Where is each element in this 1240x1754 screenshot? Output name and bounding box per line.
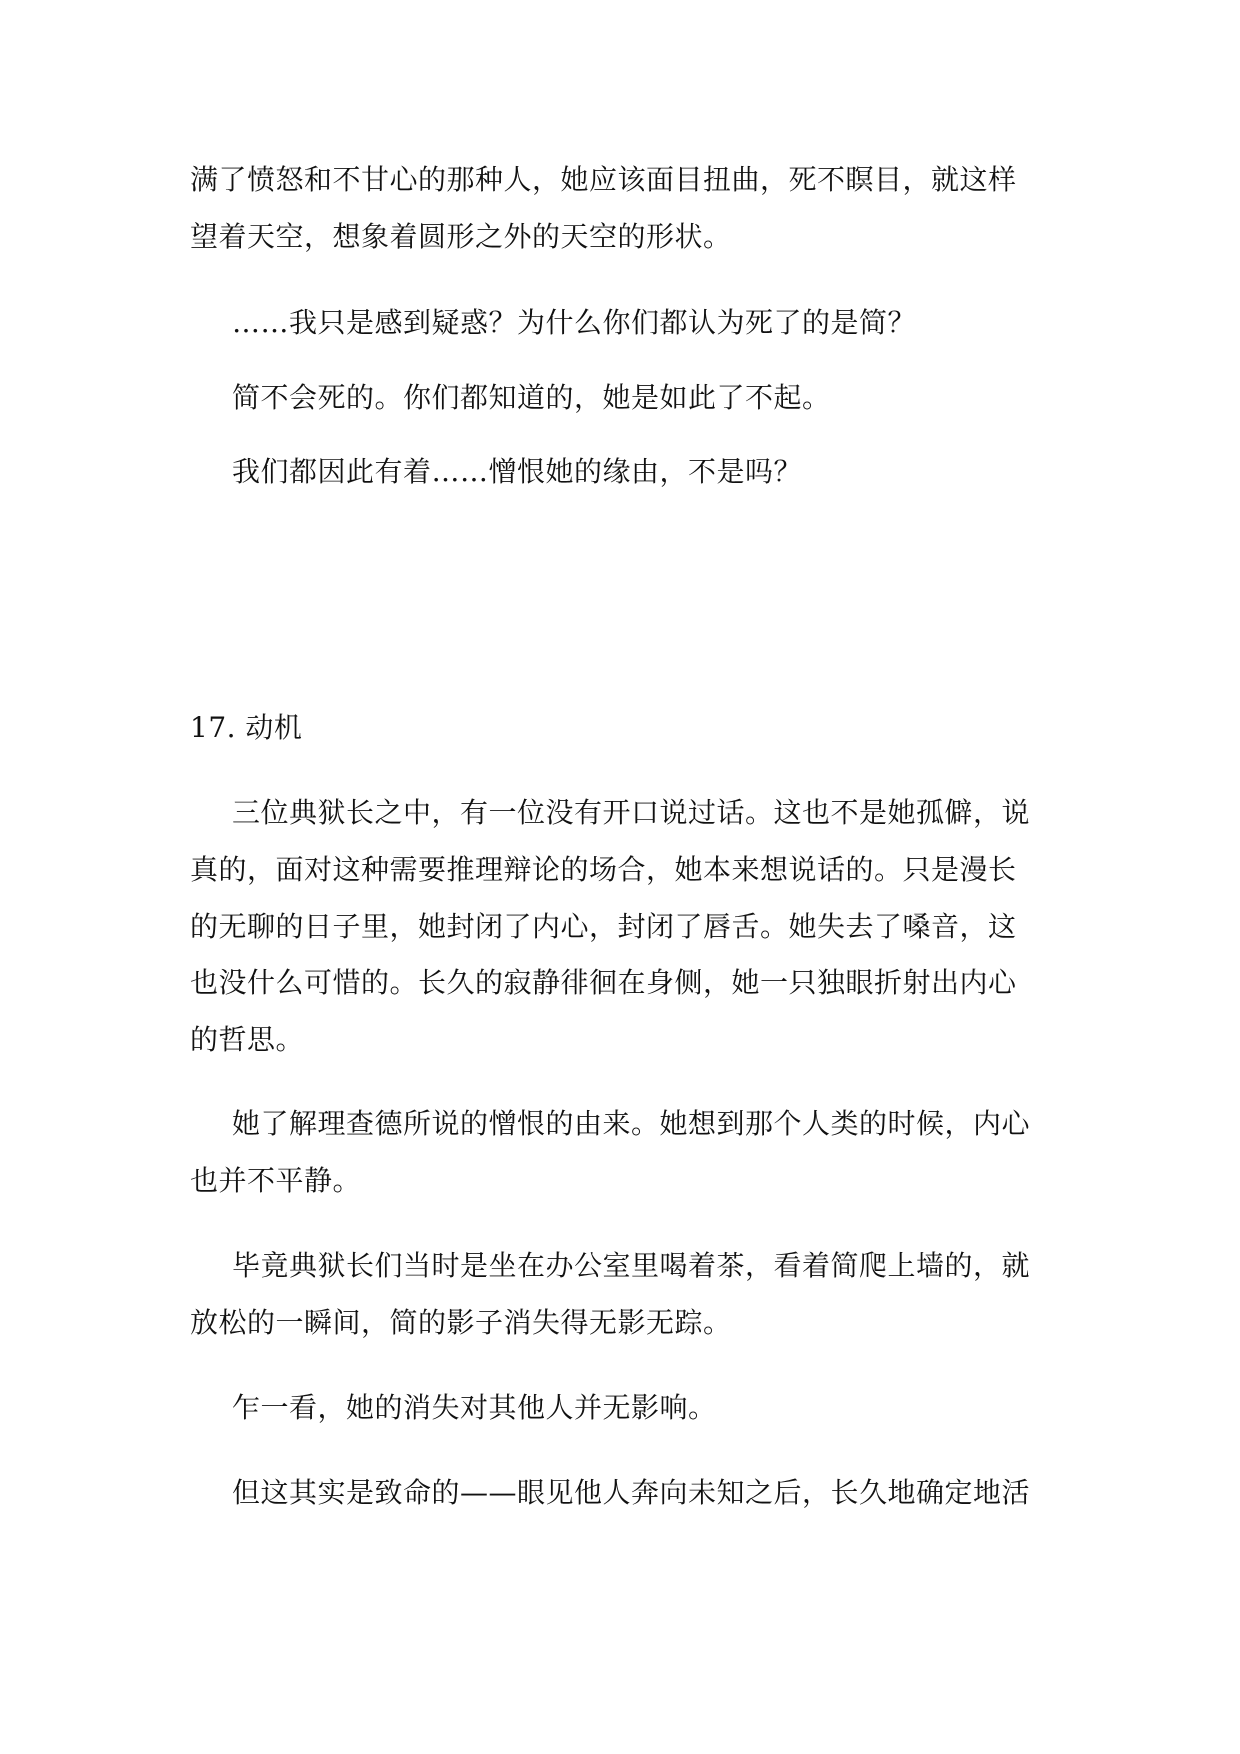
- paragraph-line: 真的，面对这种需要推理辩论的场合，她本来想说话的。只是漫长: [190, 853, 1017, 886]
- paragraph-line: 她了解理查德所说的憎恨的由来。她想到那个人类的时候，内心: [232, 1107, 1031, 1140]
- chapter-heading: 17. 动机: [190, 711, 303, 744]
- paragraph-line: 三位典狱长之中，有一位没有开口说过话。这也不是她孤僻，说: [232, 796, 1031, 829]
- paragraph-line: 望着天空，想象着圆形之外的天空的形状。: [190, 220, 732, 253]
- paragraph-line: 放松的一瞬间，简的影子消失得无影无踪。: [190, 1306, 732, 1339]
- paragraph-line: 毕竟典狱长们当时是坐在办公室里喝着茶，看着简爬上墙的，就: [232, 1249, 1031, 1282]
- paragraph-line: 的无聊的日子里，她封闭了内心，封闭了唇舌。她失去了嗓音，这: [190, 910, 1017, 943]
- paragraph-line: 满了愤怒和不甘心的那种人，她应该面目扭曲，死不瞑目，就这样: [190, 163, 1017, 196]
- paragraph-line: 也没什么可惜的。长久的寂静徘徊在身侧，她一只独眼折射出内心: [190, 966, 1017, 999]
- paragraph-line: 但这其实是致命的——眼见他人奔向未知之后，长久地确定地活: [232, 1476, 1031, 1509]
- paragraph: 乍一看，她的消失对其他人并无影响。: [232, 1391, 717, 1424]
- paragraph-line: 也并不平静。: [190, 1164, 362, 1197]
- paragraph: 简不会死的。你们都知道的，她是如此了不起。: [232, 381, 831, 414]
- paragraph: ……我只是感到疑惑？为什么你们都认为死了的是简？: [232, 306, 917, 339]
- paragraph: 我们都因此有着……憎恨她的缘由，不是吗？: [232, 455, 803, 488]
- paragraph-line: 的哲思。: [190, 1023, 305, 1056]
